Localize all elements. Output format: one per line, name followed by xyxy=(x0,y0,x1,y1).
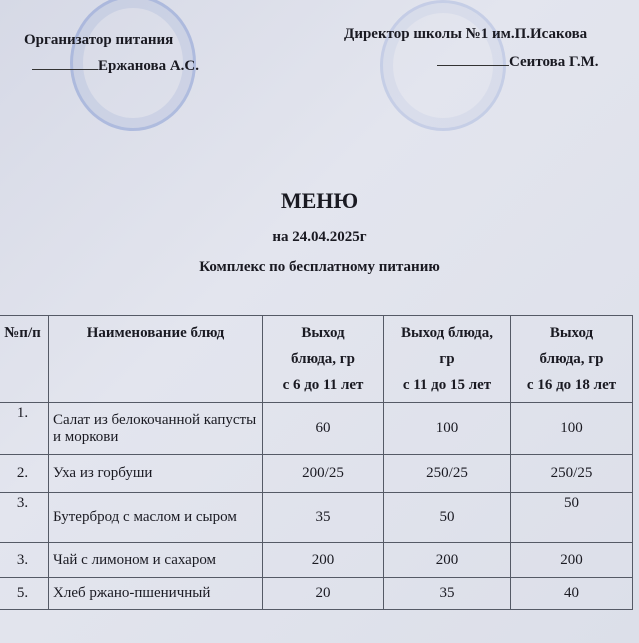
menu-subtitle: Комплекс по бесплатному питанию xyxy=(199,259,440,275)
yield-6-11: 20 xyxy=(263,578,384,610)
row-number: 3. xyxy=(0,493,49,543)
yield-16-18: 50 xyxy=(511,493,633,543)
row-number: 5. xyxy=(0,578,49,610)
header-yield-16-18 xyxy=(511,316,633,403)
dish-name: Хлеб ржано-пшеничный xyxy=(49,578,263,610)
yield-6-11: 200/25 xyxy=(263,455,384,493)
dish-name: Бутерброд с маслом и сыром xyxy=(49,493,263,543)
yield-11-15: 50 xyxy=(384,493,511,543)
header-line: с 11 до 15 лет xyxy=(402,377,492,393)
table-row xyxy=(0,455,633,493)
header-yield-11-15 xyxy=(384,316,511,403)
header-line: с 6 до 11 лет xyxy=(282,377,364,393)
page-title: МЕНЮ xyxy=(280,188,359,213)
header-line: блюда, гр xyxy=(539,351,604,367)
header-line: Выход блюда, xyxy=(400,325,494,341)
yield-11-15: 250/25 xyxy=(384,455,511,493)
row-number: 1. xyxy=(0,403,49,455)
table-row xyxy=(0,403,633,455)
header-line: гр xyxy=(439,351,455,367)
yield-6-11: 60 xyxy=(263,403,384,455)
header-line: с 16 до 18 лет xyxy=(526,377,617,393)
organizer-signature xyxy=(32,58,199,75)
yield-6-11: 200 xyxy=(263,543,384,578)
header-yield-6-11 xyxy=(263,316,384,403)
header-line: Выход xyxy=(301,325,345,341)
yield-16-18: 200 xyxy=(511,543,633,578)
dish-name: Уха из горбуши xyxy=(49,455,263,493)
yield-16-18: 40 xyxy=(511,578,633,610)
table-row xyxy=(0,578,633,610)
header-line: блюда, гр xyxy=(291,351,355,367)
dish-name: Чай с лимоном и сахаром xyxy=(49,543,263,578)
header-number: №п/п xyxy=(0,316,49,403)
yield-6-11: 35 xyxy=(263,493,384,543)
yield-16-18: 100 xyxy=(511,403,633,455)
table-row xyxy=(0,543,633,578)
row-number: 2. xyxy=(0,455,49,493)
director-title: Директор школы №1 им.П.Исакова xyxy=(344,26,588,42)
dish-name: Салат из белокочанной капусты и моркови xyxy=(49,403,263,455)
menu-date: на 24.04.2025г xyxy=(272,229,367,245)
director-name: Сеитова Г.М. xyxy=(509,54,599,70)
yield-11-15: 35 xyxy=(384,578,511,610)
director-signature xyxy=(437,54,598,71)
table-header-row xyxy=(0,316,633,403)
yield-11-15: 200 xyxy=(384,543,511,578)
table-row xyxy=(0,493,633,543)
header-line: Выход xyxy=(549,325,594,341)
organizer-name: Ержанова А.С. xyxy=(98,58,200,74)
yield-16-18: 250/25 xyxy=(511,455,633,493)
organizer-title: Организатор питания xyxy=(24,32,174,48)
header-dish-name: Наименование блюд xyxy=(49,316,263,403)
menu-table xyxy=(0,315,633,610)
yield-11-15: 100 xyxy=(384,403,511,455)
row-number: 3. xyxy=(0,543,49,578)
